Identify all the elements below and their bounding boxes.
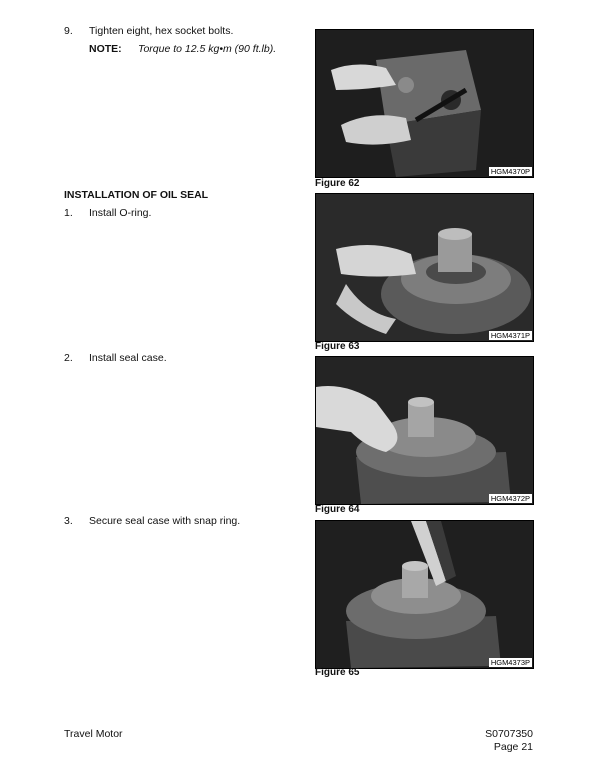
footer-doc-number: S0707350 (485, 728, 533, 740)
section-heading: INSTALLATION OF OIL SEAL (64, 189, 209, 201)
figure-64-photo (315, 356, 534, 505)
figure-62-code: HGM4370P (490, 167, 530, 176)
footer-title: Travel Motor (64, 728, 123, 740)
figure-63-photo (315, 193, 534, 342)
step-1-number: 1. (64, 207, 73, 219)
figure-65-photo (315, 520, 534, 669)
step-9-number: 9. (64, 25, 73, 37)
step-3-number: 3. (64, 515, 73, 527)
step-1-text: Install O-ring. (89, 207, 152, 219)
step-2-number: 2. (64, 352, 73, 364)
step-2-text: Install seal case. (89, 352, 167, 364)
figure-64-code: HGM4372P (490, 494, 530, 503)
figure-62-caption: Figure 62 (315, 178, 360, 189)
figure-63-code: HGM4371P (490, 331, 530, 340)
step-3-text: Secure seal case with snap ring. (89, 515, 241, 527)
step-9-text: Tighten eight, hex socket bolts. (89, 25, 234, 37)
figure-63-caption: Figure 63 (315, 341, 360, 352)
note-label: NOTE: (89, 43, 122, 55)
figure-65-caption: Figure 65 (315, 667, 360, 678)
note-text: Torque to 12.5 kg•m (90 ft.lb). (138, 43, 277, 55)
footer-page-number: Page 21 (493, 741, 533, 753)
figure-65-code: HGM4373P (490, 658, 530, 667)
figure-64-caption: Figure 64 (315, 504, 360, 515)
figure-62-photo (315, 29, 534, 178)
